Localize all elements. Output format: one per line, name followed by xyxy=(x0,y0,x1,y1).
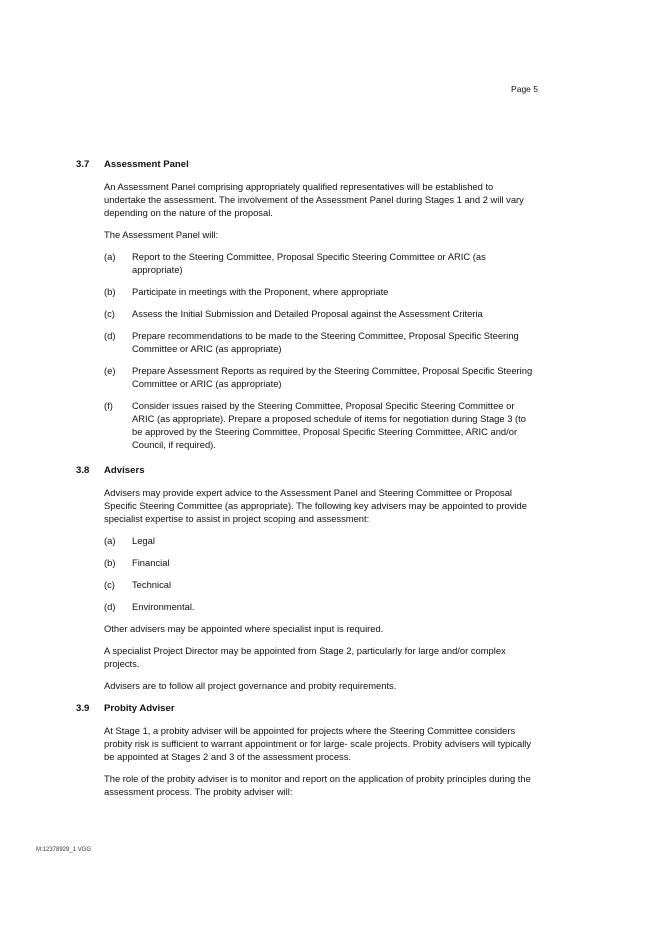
list-item-text: Prepare Assessment Reports as required by the Steering Committee, Proposal Specific Steering Committee or ARIC (as appropriate) xyxy=(132,365,533,389)
assessment-panel-duties-list xyxy=(76,250,536,451)
paragraph: An Assessment Panel comprising appropriately qualified representatives will be established to undertake the assessment. The involvement of the Assessment Panel during Stages 1 and 2 will vary depending on the nature of the proposal. xyxy=(104,181,524,218)
section-assessment-panel xyxy=(76,158,536,451)
list-item-text: Participate in meetings with the Proponent, where appropriate xyxy=(132,286,389,297)
section-title: Probity Adviser xyxy=(104,703,175,714)
list-item-text: Consider issues raised by the Steering Committee, Proposal Specific Steering Committee or ARIC (as appropriate). Prepare a proposed schedule of items for negotiation during Stage 3 (to be approved by the Steering Committee, Proposal Specific Steering Committee, ARIC and/or Council, if required). xyxy=(132,400,526,450)
paragraph: The Assessment Panel will: xyxy=(104,229,219,240)
list-item xyxy=(76,600,536,613)
paragraph: Other advisers may be appointed where specialist input is required. xyxy=(104,623,384,634)
section-number: 3.8 xyxy=(76,465,90,476)
list-item xyxy=(76,285,536,298)
list-marker: (e) xyxy=(104,365,116,376)
paragraph: Advisers are to follow all project governance and probity requirements. xyxy=(104,680,397,691)
list-item xyxy=(76,578,536,591)
list-item xyxy=(76,364,536,390)
list-item xyxy=(76,556,536,569)
paragraph: At Stage 1, a probity adviser will be appointed for projects where the Steering Committee considers probity risk is sufficient to warrant appointment or for large- scale projects. Probity advisers will typically be appointed at Stages 2 and 3 of the assessment process. xyxy=(104,725,532,762)
section-title: Assessment Panel xyxy=(104,159,189,170)
list-item-text: Assess the Initial Submission and Detailed Proposal against the Assessment Criteria xyxy=(132,308,483,319)
paragraph: Advisers may provide expert advice to the Assessment Panel and Steering Committee or Proposal Specific Steering Committee (as appropriate). The following key advisers may be appointed to provide specialist expertise to assist in project scoping and assessment: xyxy=(104,487,527,524)
section-heading xyxy=(76,702,536,715)
list-marker: (a) xyxy=(104,535,116,546)
list-item-text: Environmental. xyxy=(132,601,195,612)
section-number: 3.7 xyxy=(76,159,90,170)
section-probity-adviser xyxy=(76,702,536,798)
list-item-text: Prepare recommendations to be made to the Steering Committee, Proposal Specific Steering Committee or ARIC (as appropriate) xyxy=(132,330,519,354)
list-item-text: Technical xyxy=(132,579,172,590)
section-title: Advisers xyxy=(104,465,145,476)
list-item xyxy=(76,329,536,355)
section-advisers xyxy=(76,464,536,692)
list-marker: (f) xyxy=(104,400,113,411)
page-number: Page 5 xyxy=(511,84,538,94)
list-item-text: Report to the Steering Committee, Proposal Specific Steering Committee or ARIC (as appropriate) xyxy=(132,251,486,275)
list-item xyxy=(76,399,536,451)
paragraph: The role of the probity adviser is to monitor and report on the application of probity principles during the assessment process. The probity adviser will: xyxy=(104,773,531,797)
list-marker: (c) xyxy=(104,579,115,590)
list-item xyxy=(76,250,536,276)
list-marker: (c) xyxy=(104,308,115,319)
section-heading xyxy=(76,464,536,477)
list-marker: (a) xyxy=(104,251,116,262)
section-number: 3.9 xyxy=(76,703,90,714)
list-item xyxy=(76,307,536,320)
list-item-text: Financial xyxy=(132,557,170,568)
advisers-list xyxy=(76,534,536,613)
list-marker: (b) xyxy=(104,286,116,297)
list-marker: (d) xyxy=(104,330,116,341)
list-marker: (b) xyxy=(104,557,116,568)
list-item xyxy=(76,534,536,547)
list-item-text: Legal xyxy=(132,535,155,546)
paragraph: A specialist Project Director may be appointed from Stage 2, particularly for large and/or complex projects. xyxy=(104,645,506,669)
list-marker: (d) xyxy=(104,601,116,612)
section-heading xyxy=(76,158,536,171)
document-reference: M:12378929_1 VGG xyxy=(36,847,92,853)
